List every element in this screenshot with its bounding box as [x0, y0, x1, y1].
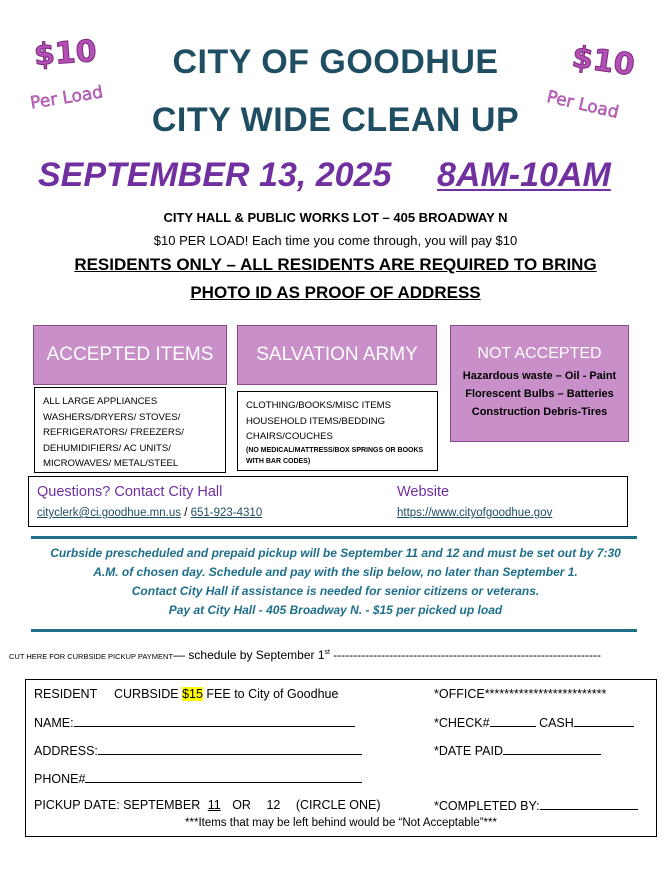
form-fee-line	[114, 687, 338, 701]
left-price-badge: $10	[32, 33, 98, 74]
cut-line-schedule: schedule by September 1	[188, 648, 325, 662]
cut-line-prefix: CUT HERE FOR CURBSIDE PICKUP PAYMENT	[9, 652, 174, 661]
website-label: Website	[397, 484, 450, 500]
check-field[interactable]	[434, 715, 634, 730]
fee-line-prefix: CURBSIDE	[114, 687, 183, 701]
list-item: Hazardous waste – Oil - Paint	[462, 370, 617, 382]
salvation-army-title: SALVATION ARMY	[256, 344, 418, 365]
website-link[interactable]: https://www.cityofgoodhue.gov	[397, 507, 553, 519]
event-location: CITY HALL & PUBLIC WORKS LOT – 405 BROADWAY N	[163, 210, 508, 225]
form-footer-note: ***Items that may be left behind would be “Not Acceptable”***	[185, 817, 497, 829]
date-paid-label: *DATE PAID	[434, 744, 503, 758]
contact-separator: /	[181, 507, 191, 519]
list-item: WASHERS/DRYERS/ STOVES/	[43, 411, 181, 423]
list-item: MICROWAVES/ METAL/STEEL	[43, 458, 179, 470]
residents-requirement-line1: RESIDENTS ONLY – ALL RESIDENTS ARE REQUIRED TO BRING	[74, 255, 597, 274]
page-title: CITY OF GOODHUE	[172, 43, 499, 81]
curbside-line1: Curbside prescheduled and prepaid pickup will be September 11 and 12 and must be set out by 7:30	[50, 546, 621, 560]
curbside-line2: A.M. of chosen day. Schedule and pay with the slip below, no later than September 1.	[93, 565, 578, 579]
curbside-line4: Pay at City Hall - 405 Broadway N. - $15 per picked up load	[168, 603, 503, 617]
cut-line	[9, 648, 601, 662]
address-field[interactable]	[34, 743, 362, 758]
fee-line-suffix: FEE to City of Goodhue	[202, 687, 339, 701]
date-paid-field[interactable]	[434, 743, 601, 758]
divider-bottom	[31, 629, 637, 632]
salvation-army-header	[237, 325, 437, 385]
pickup-day-11[interactable]: 11	[207, 798, 221, 812]
completed-by-field[interactable]	[434, 798, 638, 813]
office-use-label: *OFFICE*************************	[434, 687, 607, 701]
phone-label: PHONE#	[34, 772, 86, 786]
fee-amount-highlight: $15	[182, 687, 203, 701]
left-per-load-label: Per Load	[28, 82, 105, 114]
pickup-or: OR	[232, 798, 251, 812]
cut-line-dash: —	[173, 648, 189, 662]
phone-field[interactable]	[34, 771, 362, 786]
date-paid-line[interactable]	[503, 743, 601, 755]
pickup-date-label: PICKUP DATE: SEPTEMBER	[34, 798, 201, 812]
page-subtitle: CITY WIDE CLEAN UP	[151, 101, 520, 139]
list-item: DEHUMIDIFIERS/ AC UNITS/	[43, 442, 171, 454]
phone-line[interactable]	[85, 771, 362, 783]
cut-line-dashes: -------------------------------------------------------------------	[329, 648, 602, 662]
salvation-army-list	[237, 391, 438, 471]
cash-label: CASH	[539, 716, 574, 730]
accepted-items-title: ACCEPTED ITEMS	[46, 344, 214, 365]
contact-box	[28, 476, 628, 527]
not-accepted-box	[450, 325, 629, 442]
accepted-items-list	[34, 387, 226, 473]
form-resident-label: RESIDENT	[34, 687, 98, 701]
address-label: ADDRESS:	[34, 744, 98, 758]
divider-top	[31, 536, 637, 539]
questions-label: Questions? Contact City Hall	[37, 484, 223, 500]
right-price-badge: $10	[569, 39, 637, 84]
payment-info: $10 PER LOAD! Each time you come through, you will pay $10	[153, 233, 518, 248]
phone-link[interactable]: 651-923-4310	[190, 507, 263, 519]
list-item: CLOTHING/BOOKS/MISC ITEMS	[246, 400, 391, 411]
event-time: 8AM-10AM	[437, 156, 611, 194]
cash-line[interactable]	[574, 715, 634, 727]
list-item: Florescent Bulbs – Batteries	[465, 388, 614, 400]
completed-by-line[interactable]	[540, 798, 638, 810]
right-per-load-label: Per Load	[544, 87, 621, 123]
residents-requirement-line2: PHOTO ID AS PROOF OF ADDRESS	[190, 283, 481, 302]
pickup-day-12[interactable]: 12	[266, 798, 281, 812]
list-item: HOUSEHOLD ITEMS/BEDDING	[246, 415, 386, 427]
email-link[interactable]: cityclerk@ci.goodhue.mn.us	[37, 507, 181, 519]
salvation-note-line2: WITH BAR CODES)	[246, 457, 311, 465]
pickup-circle-one: (CIRCLE ONE)	[295, 798, 381, 812]
name-field[interactable]	[34, 715, 355, 730]
salvation-note-line1: (NO MEDICAL/MATTRESS/BOX SPRINGS OR BOOKS	[246, 446, 424, 454]
check-label: *CHECK#	[434, 716, 490, 730]
payment-form	[25, 679, 657, 837]
event-date: SEPTEMBER 13, 2025	[38, 156, 392, 194]
list-item: ALL LARGE APPLIANCES	[43, 396, 158, 407]
list-item: CHAIRS/COUCHES	[246, 431, 333, 443]
check-line[interactable]	[490, 715, 536, 727]
contact-details	[37, 507, 262, 519]
completed-by-label: *COMPLETED BY:	[434, 799, 540, 813]
address-line[interactable]	[98, 743, 362, 755]
curbside-line3: Contact City Hall if assistance is needed for senior citizens or veterans.	[131, 584, 540, 598]
accepted-items-header	[33, 325, 227, 385]
name-label: NAME:	[34, 716, 74, 730]
cut-line-superscript: st	[324, 649, 330, 656]
pickup-date-field	[34, 798, 381, 812]
not-accepted-title: NOT ACCEPTED	[477, 345, 602, 362]
list-item: Construction Debris-Tires	[471, 406, 608, 418]
list-item: REFRIGERATORS/ FREEZERS/	[43, 427, 184, 439]
name-line[interactable]	[74, 715, 355, 727]
